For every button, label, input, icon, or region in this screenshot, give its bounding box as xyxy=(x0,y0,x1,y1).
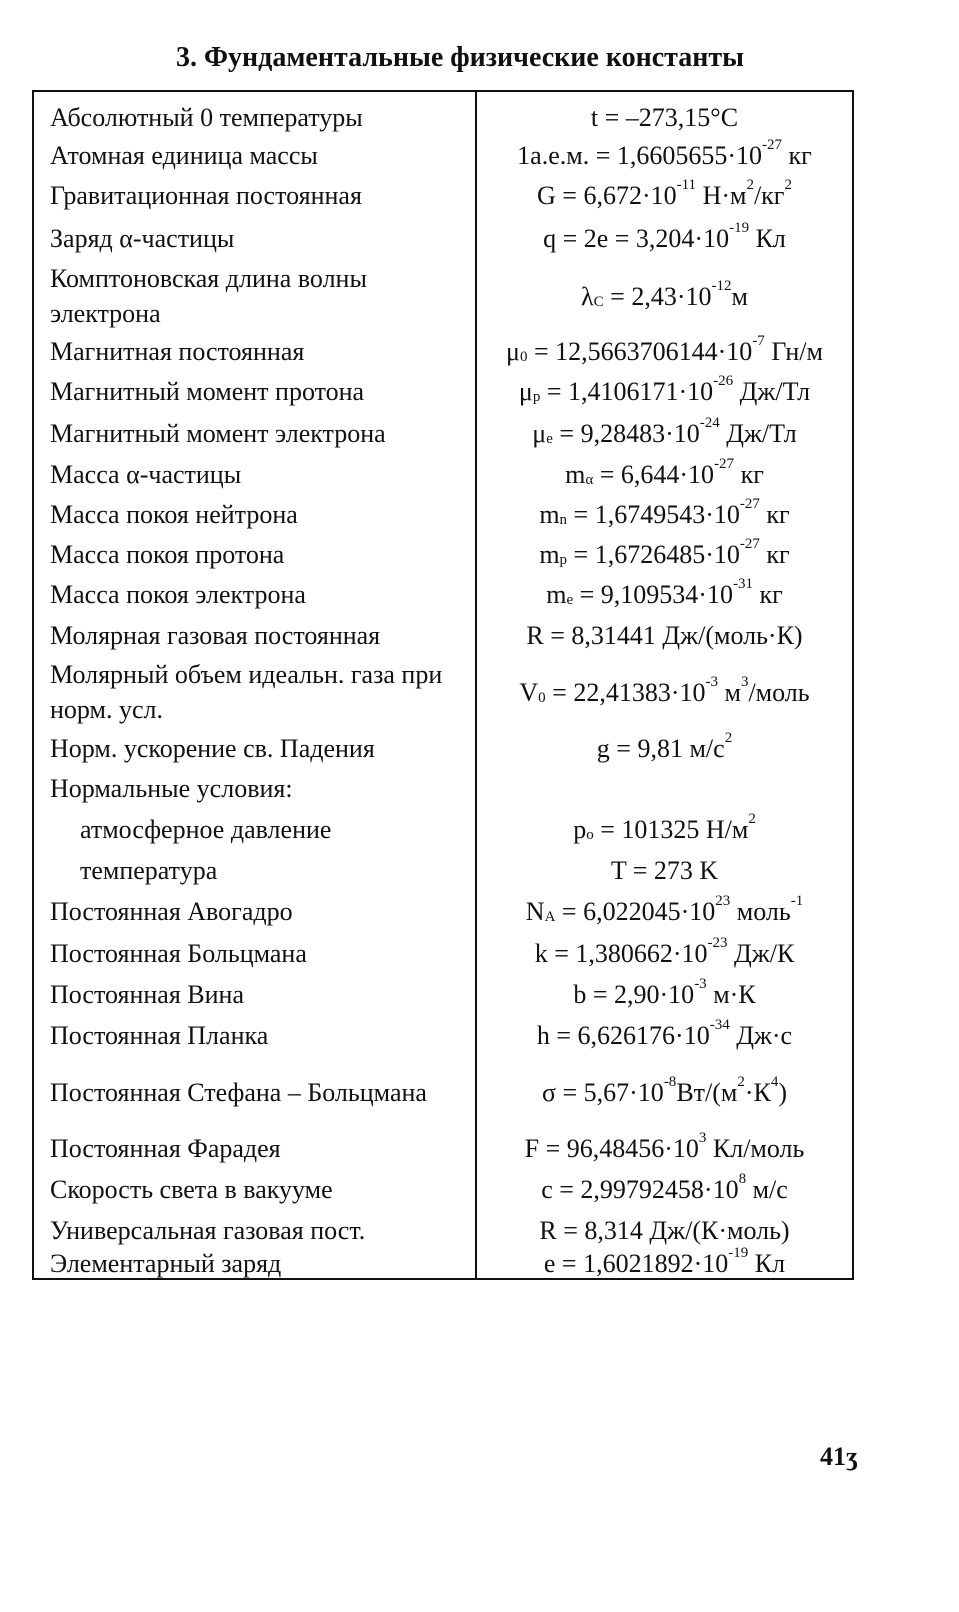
table-row xyxy=(34,728,852,768)
constant-name: Нормальные условия: xyxy=(50,773,293,803)
constant-value: m $_e$ = 9,109534·10 $^{-31}$ кг xyxy=(546,576,783,609)
constant-name: Универсальная газовая пост. xyxy=(50,1215,366,1245)
table-row xyxy=(34,1168,852,1210)
table-row xyxy=(34,1014,852,1056)
constant-name: Масса покоя электрона xyxy=(50,579,306,609)
constant-value: N $_A$ = 6,022045·10 $^{23}$ моль $^{-1}$ xyxy=(525,893,804,926)
table-row xyxy=(34,768,852,808)
table-row xyxy=(34,974,852,1014)
table-row xyxy=(34,494,852,534)
constant-value: e = 1,6021892·10 $^{-19}$ Кл xyxy=(543,1245,786,1278)
table-row xyxy=(34,412,852,454)
constant-name: Атомная единица массы xyxy=(50,140,318,170)
table-row xyxy=(34,656,852,728)
constant-name: Масса покоя нейтрона xyxy=(50,499,298,529)
table-row xyxy=(34,850,852,890)
constant-name: Заряд α-частицы xyxy=(50,223,235,253)
constant-name: Постоянная Вина xyxy=(50,979,244,1009)
constant-name: Постоянная Стефана – Больцмана xyxy=(50,1077,427,1107)
table-row xyxy=(34,98,852,136)
table-row xyxy=(34,260,852,332)
constant-value: μ $_0$ = 12,5663706144·10 $^{-7}$ Гн/м xyxy=(506,333,823,366)
constant-value: R = 8,314 Дж/(К·моль) xyxy=(539,1215,790,1245)
constant-value: V $_0$ = 22,41383·10 $^{-3}$ м $^3$ /моль xyxy=(519,674,810,707)
table-row xyxy=(34,534,852,574)
table-row xyxy=(34,1210,852,1250)
constant-value: σ = 5,67·10 $^{-8}$ Вт/(м $^2$ ·К $^4$ ) xyxy=(541,1074,788,1107)
constant-value: t = –273,15°C xyxy=(590,102,739,132)
table-row xyxy=(34,890,852,932)
constant-value: T = 273 K xyxy=(610,855,719,885)
constant-name: температура xyxy=(80,855,218,885)
constant-name: Постоянная Фарадея xyxy=(50,1133,281,1163)
constant-value: R = 8,31441 Дж/(моль·К) xyxy=(526,620,803,650)
constant-name: Магнитный момент электрона xyxy=(50,418,386,448)
constant-name: Элементарный заряд xyxy=(50,1248,282,1278)
constant-name: атмосферное давление xyxy=(80,814,332,844)
constant-name: Молярная газовая постоянная xyxy=(50,620,381,650)
constant-name: Постоянная Авогадро xyxy=(50,896,293,926)
constant-value: 1а.е.м. = 1,6605655·10 $^{-27}$ кг xyxy=(517,137,812,170)
constant-value: h = 6,626176·10 $^{-34}$ Дж·с xyxy=(536,1017,793,1050)
constant-name: Постоянная Планка xyxy=(50,1020,269,1050)
constant-name: Масса покоя протона xyxy=(50,539,285,569)
constant-value: μ $_e$ = 9,28483·10 $^{-24}$ Дж/Тл xyxy=(532,415,797,448)
constant-value: q = 2e = 3,204·10 $^{-19}$ Кл xyxy=(543,220,786,253)
constant-name: Масса α-частицы xyxy=(50,459,242,489)
constant-value: m $_p$ = 1,6726485·10 $^{-27}$ кг xyxy=(539,536,790,569)
constant-value: p $_o$ = 101325 Н/м $^2$ xyxy=(573,811,756,844)
table-row xyxy=(34,614,852,656)
constant-value: g = 9,81 м/с $^2$ xyxy=(596,730,733,763)
constant-name: Молярный объем идеальн. газа при норм. усл. xyxy=(50,660,443,724)
constant-value: λ $_C$ = 2,43·10 $^{-12}$ м xyxy=(581,278,748,311)
constants-table xyxy=(32,90,854,1280)
table-row xyxy=(34,454,852,494)
table-row xyxy=(34,370,852,412)
page-number: 41ʒ xyxy=(820,1442,858,1471)
constant-value: c = 2,99792458·10 $^8$ м/с xyxy=(541,1171,788,1204)
table-row xyxy=(34,1056,852,1128)
constant-value: G = 6,672·10 $^{-11}$ Н·м $^2$ /кг $^2$ xyxy=(537,177,792,210)
constant-value: F = 96,48456·10 $^3$ Кл/моль xyxy=(524,1130,805,1163)
table-row xyxy=(34,1245,852,1278)
constant-value: m $_\alpha$ = 6,644·10 $^{-27}$ кг xyxy=(565,456,764,489)
constant-name: Абсолютный 0 температуры xyxy=(50,102,363,132)
constant-name: Скорость света в вакууме xyxy=(50,1174,333,1204)
table-row xyxy=(34,216,852,260)
constant-value xyxy=(477,768,852,808)
constant-name: Постоянная Больцмана xyxy=(50,938,307,968)
table-row xyxy=(34,332,852,370)
constant-value: k = 1,380662·10 $^{-23}$ Дж/К xyxy=(534,935,795,968)
table-row xyxy=(34,174,852,216)
constant-name: Магнитный момент протона xyxy=(50,376,365,406)
constant-value: m $_n$ = 1,6749543·10 $^{-27}$ кг xyxy=(539,496,790,529)
constant-name: Магнитная постоянная xyxy=(50,336,305,366)
constant-name: Норм. ускорение св. Падения xyxy=(50,733,375,763)
constant-value: μ $_p$ = 1,4106171·10 $^{-26}$ Дж/Тл xyxy=(518,373,811,406)
constant-name: Комптоновская длина волны электрона xyxy=(50,264,367,328)
table-row xyxy=(34,808,852,850)
constant-value: b = 2,90·10 $^{-3}$ м·К xyxy=(573,976,756,1009)
constant-name: Гравитационная постоянная xyxy=(50,180,362,210)
table-row xyxy=(34,574,852,614)
table-row xyxy=(34,932,852,974)
table-row xyxy=(34,1128,852,1168)
page-title: 3. Фундаментальные физические константы xyxy=(176,42,744,73)
table-row xyxy=(34,136,852,174)
